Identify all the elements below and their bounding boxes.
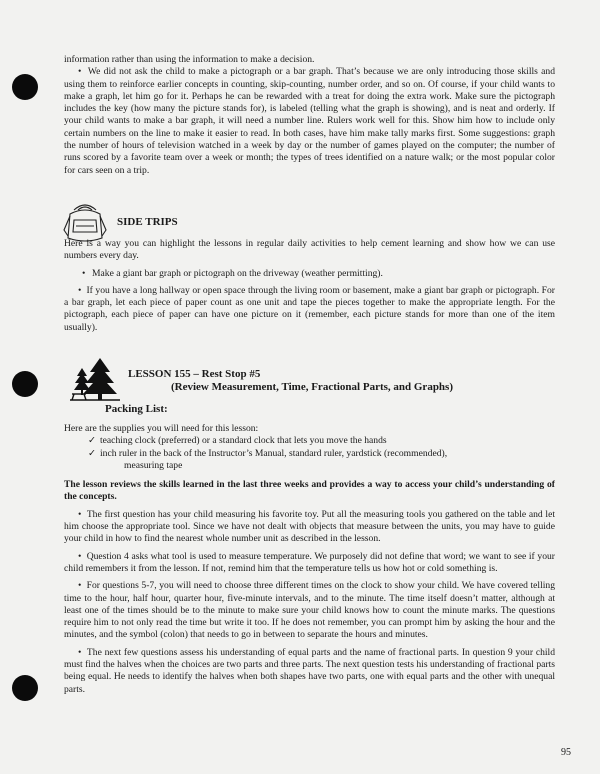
bullet-mark: • bbox=[78, 508, 82, 520]
lesson-paragraph-1-text: The first question has your child measuring his favorite toy. Put all the measuring tools you gathered on the table and let him choose the appropriate tool. Since we have not dealt with objects that measure between the units, you may have to guide your child in how to find the nearest whole number unit as described in the lesson. bbox=[64, 508, 556, 545]
lesson-paragraph-3-text: For questions 5-7, you will need to choose three different times on the clock to show your child. We have covered telling time to the hour, half hour, quarter hour, five-minute intervals, and to the minute. The time itself doesn’t matter, although at least one of the times should be to the minute to make sure your child knows how to count the minute marks. The questions require him to not only read the time but write it too. If he does not remember, you can prompt him by asking the hour and the minutes, and the symbol (colon) that needs to go in between to separate the hours and minutes. bbox=[64, 580, 556, 641]
lesson-paragraph-2-text: Question 4 asks what tool is used to measure temperature. We purposely did not define that word; we want to see if your child remembers it from the lesson. If not, remind him that the temperature tells us how hot or cold something is. bbox=[64, 550, 556, 574]
lesson-summary: The lesson reviews the skills learned in the last three weeks and provides a way to access your child’s understanding of the concepts. bbox=[64, 479, 555, 503]
binder-hole-middle bbox=[12, 371, 38, 397]
bullet-mark: • bbox=[78, 580, 82, 592]
packing-list-heading: Packing List: bbox=[105, 403, 168, 415]
side-trips-bullet-2 bbox=[64, 285, 555, 334]
side-trips-bullet-2-text: If you have a long hallway or open space through the living room or basement, make a giant bar graph or pictograph. For a bar graph, let each piece of paper count as one unit and tape the pieces together to make the appropriate length. For the pictograph, each piece of paper can have one picture on it (remember, each picture stands for more than one of the item usually). bbox=[64, 284, 555, 333]
bullet-mark: • bbox=[78, 646, 82, 658]
packing-item-2-continued: measuring tape bbox=[124, 459, 183, 471]
check-icon: ✓ bbox=[88, 447, 97, 459]
side-trips-heading: SIDE TRIPS bbox=[117, 216, 178, 228]
lesson-paragraph-4-text: The next few questions assess his understanding of equal parts and the name of fractional parts. In question 9 your child must find the halves when the choices are two parts and three parts. The next question tests his understanding of fractional parts being equal. He needs to identify the halves when both shapes have two parts, one with equal parts and the other with unequal parts. bbox=[64, 646, 555, 695]
top-section bbox=[64, 54, 555, 177]
campsite-tree-icon bbox=[70, 356, 122, 402]
graph-paragraph-text: We did not ask the child to make a pictograph or a bar graph. That’s because we are only introducing those skills and using them to reinforce earlier concepts in counting, skip-counting, number order, and so on. Of course, if your child wants to make a graph, let him go for it. Perhaps he can be rewarded with a treat for doing the extra work. Make sure the pictograph includes the key (how many the picture stands for), is labeled (telling what the graph is showing), and is neat and orderly. If your child wants to make a bar graph, it will need a number line. Rulers work well for this. Show him how to include only certain numbers on the line to make it easier to read. In both cases, have him make tally marks first. Some suggestions: graph the number of hours of television watched in a week by day or the number of games played on the computer; the number of runs scored by a favorite team over a week or month; the types of trees identified on a nature walk; or the most popular color for cars seen on a trip. bbox=[64, 66, 556, 176]
bullet-mark: • bbox=[78, 284, 82, 296]
lesson-title: LESSON 155 – Rest Stop #5 bbox=[128, 368, 261, 380]
side-trips-intro: Here is a way you can highlight the lessons in regular daily activities to help cement learning and show how we can use numbers every day. bbox=[64, 238, 555, 262]
lesson-paragraph-2 bbox=[64, 551, 555, 576]
lesson-paragraph-4 bbox=[64, 647, 555, 696]
page-number: 95 bbox=[561, 747, 571, 758]
lesson-subtitle: (Review Measurement, Time, Fractional Parts, and Graphs) bbox=[171, 381, 453, 393]
check-icon: ✓ bbox=[88, 435, 97, 447]
packing-item-2 bbox=[64, 448, 555, 473]
packing-intro: Here are the supplies you will need for this lesson: bbox=[64, 423, 259, 434]
binder-hole-bottom bbox=[12, 675, 38, 701]
graph-paragraph bbox=[64, 66, 555, 177]
packing-item-1 bbox=[64, 435, 555, 447]
binder-hole-top bbox=[12, 74, 38, 100]
bullet-mark: • bbox=[78, 550, 82, 562]
side-trips-bullet-1 bbox=[64, 268, 555, 280]
bullet-mark: • bbox=[78, 66, 82, 78]
continued-paragraph: information rather than using the information to make a decision. bbox=[64, 54, 315, 65]
lesson-paragraph-3 bbox=[64, 580, 555, 641]
packing-item-1-text: teaching clock (preferred) or a standard clock that lets you move the hands bbox=[100, 435, 387, 447]
side-trips-section bbox=[64, 238, 555, 334]
bullet-mark: • bbox=[82, 267, 86, 279]
lesson-paragraph-1 bbox=[64, 509, 555, 546]
packing-item-2-text: inch ruler in the back of the Instructor’s Manual, standard ruler, yardstick (recommended), bbox=[100, 447, 448, 459]
lesson-section bbox=[64, 423, 555, 696]
side-trips-bullet-1-text: Make a giant bar graph or pictograph on the driveway (weather permitting). bbox=[92, 267, 383, 279]
